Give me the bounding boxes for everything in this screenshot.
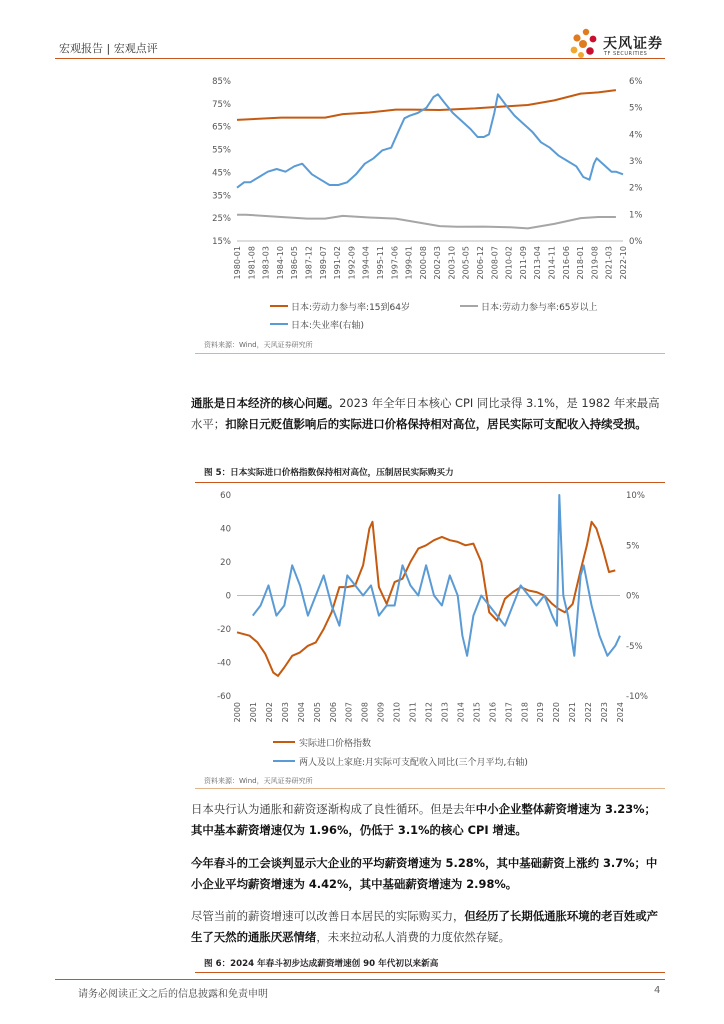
header-divider: [55, 58, 665, 59]
x-tick-label: 2021: [568, 702, 578, 723]
left-tick-label: 25%: [212, 214, 231, 225]
x-tick-label: 2020: [552, 702, 562, 723]
left-tick-label: 85%: [212, 77, 231, 87]
tf-logo-icon: [566, 26, 602, 60]
x-tick-label: 2005-05: [461, 246, 471, 280]
left-tick-label: -20: [217, 625, 231, 635]
x-tick-label: 1992-09: [347, 246, 357, 280]
left-tick-label: -60: [217, 692, 231, 702]
left-tick-label: 15%: [212, 237, 231, 247]
left-tick-label: 55%: [212, 145, 231, 156]
right-tick-label: 10%: [626, 491, 645, 501]
source-divider-2: [195, 788, 665, 789]
right-tick-label: 5%: [626, 541, 640, 552]
x-tick-label: 2003-10: [447, 246, 457, 280]
x-tick-label: 2012: [424, 702, 434, 723]
x-tick-label: 2014-11: [547, 246, 557, 280]
x-tick-label: 2002: [264, 702, 274, 723]
x-tick-label: 2006-12: [476, 246, 486, 280]
right-tick-label: -10%: [626, 692, 648, 702]
x-tick-label: 1995-11: [375, 246, 385, 280]
x-tick-label: 1984-10: [275, 246, 285, 280]
left-tick-label: 75%: [212, 99, 231, 110]
x-tick-label: 2022-10: [619, 246, 628, 280]
x-tick-label: 2008-07: [490, 246, 500, 280]
x-tick-label: 2010: [392, 702, 402, 723]
x-tick-label: 1994-04: [361, 246, 371, 280]
left-tick-label: 45%: [212, 168, 231, 179]
x-tick-label: 2024: [616, 702, 625, 723]
x-tick-label: 2009: [376, 702, 386, 723]
right-tick-label: 0%: [626, 591, 640, 602]
chart2-legend: [273, 737, 528, 768]
x-tick-label: 2018: [520, 702, 530, 723]
left-tick-label: 35%: [212, 191, 231, 202]
left-tick-label: 20: [220, 558, 231, 568]
report-category: 宏观报告 | 宏观点评: [59, 42, 158, 55]
x-tick-label: 1987-12: [304, 246, 314, 280]
x-tick-label: 1986-05: [290, 246, 300, 280]
paragraph-wage-cycle: 日本央行认为通胀和薪资逐渐构成了良性循环。但是去年中小企业整体薪资增速为 3.23%；其中基本薪资增速仅为 1.96%，仍低于 3.1%的核心 CPI 增速。: [191, 802, 656, 837]
chart1-legend: [270, 301, 598, 331]
x-tick-label: 2019-08: [590, 246, 600, 280]
left-tick-label: 65%: [212, 122, 231, 133]
legend-s3: 日本:失业率(右轴): [291, 321, 365, 331]
x-tick-label: 2021-03: [604, 246, 614, 280]
left-tick-label: 40: [220, 524, 231, 535]
figure6-rule: [195, 972, 665, 973]
series-line-2: [237, 215, 616, 229]
x-tick-label: 1981-08: [247, 246, 257, 280]
right-tick-label: 5%: [629, 103, 643, 114]
footer-divider: [55, 979, 665, 980]
x-tick-label: 2022: [584, 702, 594, 723]
x-tick-label: 2013-04: [533, 246, 543, 280]
x-tick-label: 2018-01: [576, 246, 586, 280]
left-tick-label: 60: [220, 491, 231, 501]
brand-name: 天风证券: [603, 36, 663, 52]
x-tick-label: 2000-08: [418, 246, 428, 280]
x-tick-label: 2010-02: [504, 246, 514, 280]
chart2-source: 资料来源：Wind，天风证券研究所: [204, 777, 313, 785]
paragraph-shunto: 今年春斗的工会谈判显示大企业的平均薪资增速为 5.28%，其中基础薪资上涨约 3.7%；中小企业平均薪资增速为 4.42%，其中基础薪资增速为 2.98%。: [191, 856, 658, 891]
x-tick-label: 2016: [488, 702, 498, 723]
figure6-title: 图 6：2024 年春斗初步达成薪资增速创 90 年代初以来新高: [204, 959, 439, 969]
x-tick-label: 2013: [440, 702, 450, 723]
left-tick-label: 0: [225, 591, 231, 602]
right-tick-label: 2%: [629, 183, 643, 194]
series-line-2: [253, 495, 620, 656]
x-tick-label: 1980-01: [233, 246, 242, 280]
import-price-income-chart: [195, 485, 655, 775]
x-tick-label: 2014: [456, 702, 466, 723]
x-tick-label: 1991-02: [333, 246, 343, 280]
legend2-s2: 两人及以上家庭:月实际可支配收入同比(三个月平均,右轴): [299, 758, 528, 768]
source-divider: [195, 353, 665, 354]
figure5-title: 图 5：日本实际进口价格指数保持相对高位，压制居民实际购买力: [204, 468, 454, 478]
right-tick-label: -5%: [626, 641, 643, 652]
series-line-3: [237, 94, 623, 187]
x-tick-label: 2005: [312, 702, 322, 723]
right-tick-label: 3%: [629, 157, 643, 167]
x-tick-label: 1997-06: [390, 246, 400, 280]
labor-unemployment-chart: [195, 70, 655, 350]
x-tick-label: 2015: [472, 702, 482, 723]
series-line-1: [237, 90, 616, 120]
x-tick-label: 2019: [536, 702, 546, 723]
x-tick-label: 2002-03: [433, 245, 443, 280]
chart1-source: 资料来源：Wind，天风证券研究所: [204, 341, 313, 349]
x-tick-label: 2016-06: [561, 246, 571, 280]
x-tick-label: 2023: [600, 702, 610, 723]
x-tick-label: 2000: [233, 702, 242, 723]
x-tick-label: 2011-09: [518, 246, 528, 280]
x-tick-label: 2003: [280, 702, 290, 723]
x-tick-label: 1989-07: [318, 246, 328, 280]
right-tick-label: 6%: [629, 77, 643, 87]
x-tick-label: 1999-01: [404, 246, 414, 280]
figure5-rule: [195, 482, 665, 483]
x-tick-label: 2008: [360, 702, 370, 723]
x-tick-label: 2017: [504, 702, 514, 723]
legend2-s1: 实际进口价格指数: [299, 739, 372, 749]
x-tick-label: 2004: [296, 702, 306, 723]
brand-name-en: TF SECURITIES: [604, 51, 648, 57]
x-tick-label: 2011: [408, 702, 418, 723]
legend-s1: 日本:劳动力参与率:15到64岁: [291, 303, 410, 313]
x-tick-label: 2007: [344, 702, 354, 723]
right-tick-label: 4%: [629, 130, 643, 141]
x-tick-label: 2001: [248, 702, 258, 723]
page-number: 4: [654, 985, 661, 996]
paragraph-consumption: 尽管当前的薪资增速可以改善日本居民的实际购买力，但经历了长期低通胀环境的老百姓或产生了天然的通胀厌恶情绪，未来拉动私人消费的力度依然存疑。: [191, 909, 659, 944]
x-tick-label: 1983-03: [261, 246, 271, 280]
x-tick-label: 2006: [328, 702, 338, 723]
paragraph-inflation: 通胀是日本经济的核心问题。2023 年全年日本核心 CPI 同比录得 3.1%，是 1982 年来最高水平；扣除日元贬值影响后的实际进口价格保持相对高位，居民实际可支配收入持续受损。: [191, 396, 660, 431]
left-tick-label: -40: [217, 658, 231, 669]
disclaimer-note: 请务必阅读正文之后的信息披露和免责申明: [78, 989, 268, 1000]
legend-s2: 日本:劳动力参与率:65岁以上: [481, 303, 598, 313]
right-tick-label: 0%: [629, 237, 643, 247]
right-tick-label: 1%: [629, 210, 643, 221]
